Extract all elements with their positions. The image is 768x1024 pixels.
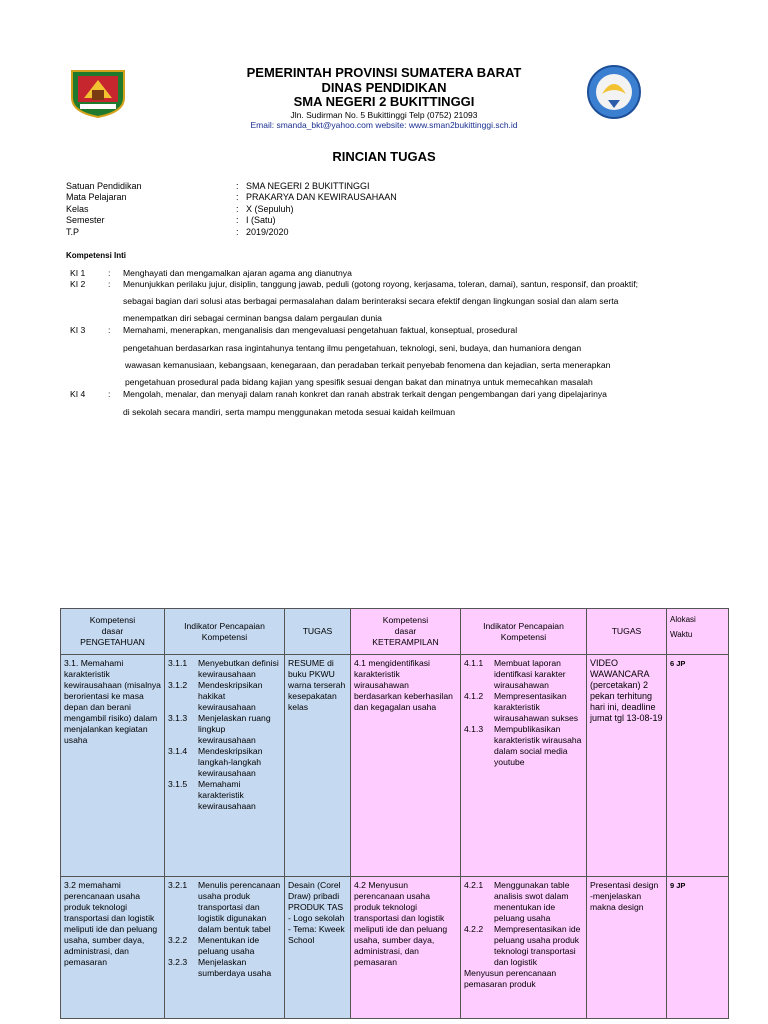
header-ipk-pengetahuan: Indikator Pencapaian Kompetensi [165,609,285,655]
indicator-number: 3.2.3 [168,957,188,967]
indicator-item [168,746,281,779]
indicator-item [168,779,281,812]
info-value: I (Satu) [246,215,276,225]
info-value: 2019/2020 [246,227,289,237]
kd-keterampilan-cell: 4.1 mengidentifikasi karakteristik wirausahawan berdasarkan keberhasilan dan kegagalan usaha [351,655,461,877]
tugas-keterampilan-cell: Presentasi design -menjelaskan makna design [587,877,667,1019]
alokasi-waktu-cell: 6 JP [667,655,729,877]
indicator-text: Mempublikasikan karakteristik wirausaha dalam social media youtube [494,724,582,767]
indicator-text: Menggunakan table analisis swot dalam menentukan ide peluang usaha [494,880,570,923]
tugas-pengetahuan-cell: RESUME di buku PKWU warna terserah kesepakatan kelas [285,655,351,877]
header-email-website: Email: smanda_bkt@yahoo.com website: www.sman2bukittinggi.sch.id [250,120,518,130]
ki-colon: : [108,268,111,278]
indicator-item [168,935,281,957]
tugas-pengetahuan-cell: Desain (Corel Draw) pribadi PRODUK TAS - Logo sekolah - Tema: Kweek School [285,877,351,1019]
ki-colon: : [108,325,111,335]
indicator-text: Menulis perencanaan usaha produk transportasi dan logistik digunakan dalam bentuk tabel [198,880,281,934]
header-government: PEMERINTAH PROVINSI SUMATERA BARAT [246,65,522,80]
indicator-text: Menyebutkan definisi kewirausahaan [198,658,279,679]
indicator-number: 3.1.4 [168,746,188,756]
ki-text: sebagai bagian dari solusi atas berbagai permasalahan dalam berinteraksi secara efektif dengan lingkungan sosial dan alam serta [123,296,619,306]
ki-code: KI 2 [70,279,86,289]
ki-text: Menghayati dan mengamalkan ajaran agama ang dianutnya [123,268,352,278]
header-alokasi-waktu: Alokasi Waktu [667,609,729,655]
info-label: Kelas [66,204,89,214]
indicator-number: 4.1.2 [464,691,484,701]
header-kd-pengetahuan: Kompetensi dasar PENGETAHUAN [61,609,165,655]
ki-text: pengetahuan prosedural pada bidang kajian yang spesifik sesuai dengan bakat dan minatnya untuk memecahkan masalah [125,377,593,387]
info-colon: : [236,192,239,202]
ki-text: menempatkan diri sebagai cerminan bangsa dalam pergaulan dunia [123,313,382,323]
info-colon: : [236,181,239,191]
info-label: Satuan Pendidikan [66,181,142,191]
header-kd-keterampilan: Kompetensi dasar KETERAMPILAN [351,609,461,655]
ki-text: Menunjukkan perilaku jujur, disiplin, tanggung jawab, peduli (gotong royong, kerjasama, toleran, damai), santun, responsif, dan proaktif; [123,279,638,289]
kd-pengetahuan-cell: 3.1. Memahami karakteristik kewirausahaan (misalnya berorientasi ke masa depan dan berani mengambil risiko) dalam menjalankan kegiatan usaha [61,655,165,877]
header-department: DINAS PENDIDIKAN [321,80,447,95]
header-school: SMA NEGERI 2 BUKITTINGGI [293,94,475,109]
ipk-pengetahuan-cell [165,877,285,1019]
indicator-text: Menjelaskan ruang lingkup kewirausahaan [198,713,271,745]
ki-colon: : [108,389,111,399]
ki-text: pengetahuan berdasarkan rasa ingintahunya tentang ilmu pengetahuan, teknologi, seni, budaya, dan humaniora dengan [123,343,582,353]
table-row [61,655,729,877]
info-colon: : [236,204,239,214]
ki-text: di sekolah secara mandiri, serta mampu menggunakan metoda sesuai kaidah keilmuan [123,407,455,417]
ipk-keterampilan-cell [461,655,587,877]
alokasi-waktu-cell: 9 JP [667,877,729,1019]
indicator-number: 3.1.3 [168,713,188,723]
info-label: Semester [66,215,105,225]
indicator-item [464,880,583,924]
indicator-number: 3.2.1 [168,880,188,890]
indicator-item [464,924,583,968]
header-ipk-keterampilan: Indikator Pencapaian Kompetensi [461,609,587,655]
ki-text: wawasan kemanusiaan, kebangsaan, kenegaraan, dan peradaban terkait penyebab fenomena dan kejadian, serta menerapkan [125,360,611,370]
indicator-number: 4.2.2 [464,924,484,934]
indicator-number: 4.1.3 [464,724,484,734]
indicator-text: Mendeskripsikan hakikat kewirausahaan [198,680,263,712]
indicator-item [168,957,281,979]
indicator-number: 3.2.2 [168,935,188,945]
header-tugas-pengetahuan: TUGAS [285,609,351,655]
ki-text: Memahami, menerapkan, menganalisis dan mengevaluasi pengetahuan faktual, konseptual, prosedural [123,325,518,335]
header-address: Jln. Sudirman No. 5 Bukittinggi Telp (0752) 21093 [290,110,478,120]
indicator-extra: Menyusun perencanaan pemasaran produk [464,968,557,989]
info-colon: : [236,227,239,237]
indicator-number: 4.1.1 [464,658,484,668]
indicator-text: Mendeskripsikan langkah-langkah kewirausahaan [198,746,263,778]
ki-code: KI 3 [70,325,86,335]
ipk-pengetahuan-cell [165,655,285,877]
indicator-text: Membuat laporan identifkasi karakter wirausahawan [494,658,566,690]
indicator-text: Menentukan ide peluang usaha [198,935,260,956]
table-header-row [61,609,729,655]
indicator-item [168,713,281,746]
ki-text: Mengolah, menalar, dan menyaji dalam ranah konkret dan ranah abstrak terkait dengan pengembangan dari yang dipelajarinya [123,389,607,399]
ki-code: KI 4 [70,389,86,399]
info-label: T.P [66,227,80,237]
kd-pengetahuan-cell: 3.2 memahami perencanaan usaha produk teknologi transportasi dan logistik meliputi ide dan peluang usaha, sumber daya, administrasi, dan pemasaran [61,877,165,1019]
indicator-number: 3.1.5 [168,779,188,789]
info-value: SMA NEGERI 2 BUKITTINGGI [246,181,370,191]
indicator-number: 3.1.1 [168,658,188,668]
document-title: RINCIAN TUGAS [332,149,436,164]
indicator-text: Mempresentasikan karakteristik wirausahawan sukses [494,691,579,723]
indicator-item [168,880,281,935]
indicator-item [464,691,583,724]
indicator-item [168,658,281,680]
task-table [60,608,729,1019]
indicator-number: 3.1.2 [168,680,188,690]
tugas-keterampilan-cell: VIDEO WAWANCARA (percetakan) 2 pekan terhitung hari ini, deadline jumat tgl 13-08-19 [587,655,667,877]
indicator-number: 4.2.1 [464,880,484,890]
indicator-text: Menjelaskan sumberdaya usaha [198,957,272,978]
info-label: Mata Pelajaran [66,192,127,202]
info-value: PRAKARYA DAN KEWIRAUSAHAAN [246,192,397,202]
indicator-item [464,724,583,768]
info-value: X (Sepuluh) [246,204,294,214]
ki-code: KI 1 [70,268,86,278]
indicator-item [464,658,583,691]
indicator-text: Mempresentasikan ide peluang usaha produk teknologi transportasi dan logistik [494,924,581,967]
ki-colon: : [108,279,111,289]
indicator-item [168,680,281,713]
ipk-keterampilan-cell [461,877,587,1019]
info-colon: : [236,215,239,225]
header-tugas-keterampilan: TUGAS [587,609,667,655]
ki-heading: Kompetensi Inti [66,251,127,260]
kd-keterampilan-cell: 4.2 Menyusun perencanaan usaha produk teknologi transportasi dan logistik meliputi ide dan peluang usaha, sumber daya, administrasi, dan pemasaran [351,877,461,1019]
table-row [61,877,729,1019]
indicator-text: Memahami karakteristik kewirausahaan [198,779,256,811]
